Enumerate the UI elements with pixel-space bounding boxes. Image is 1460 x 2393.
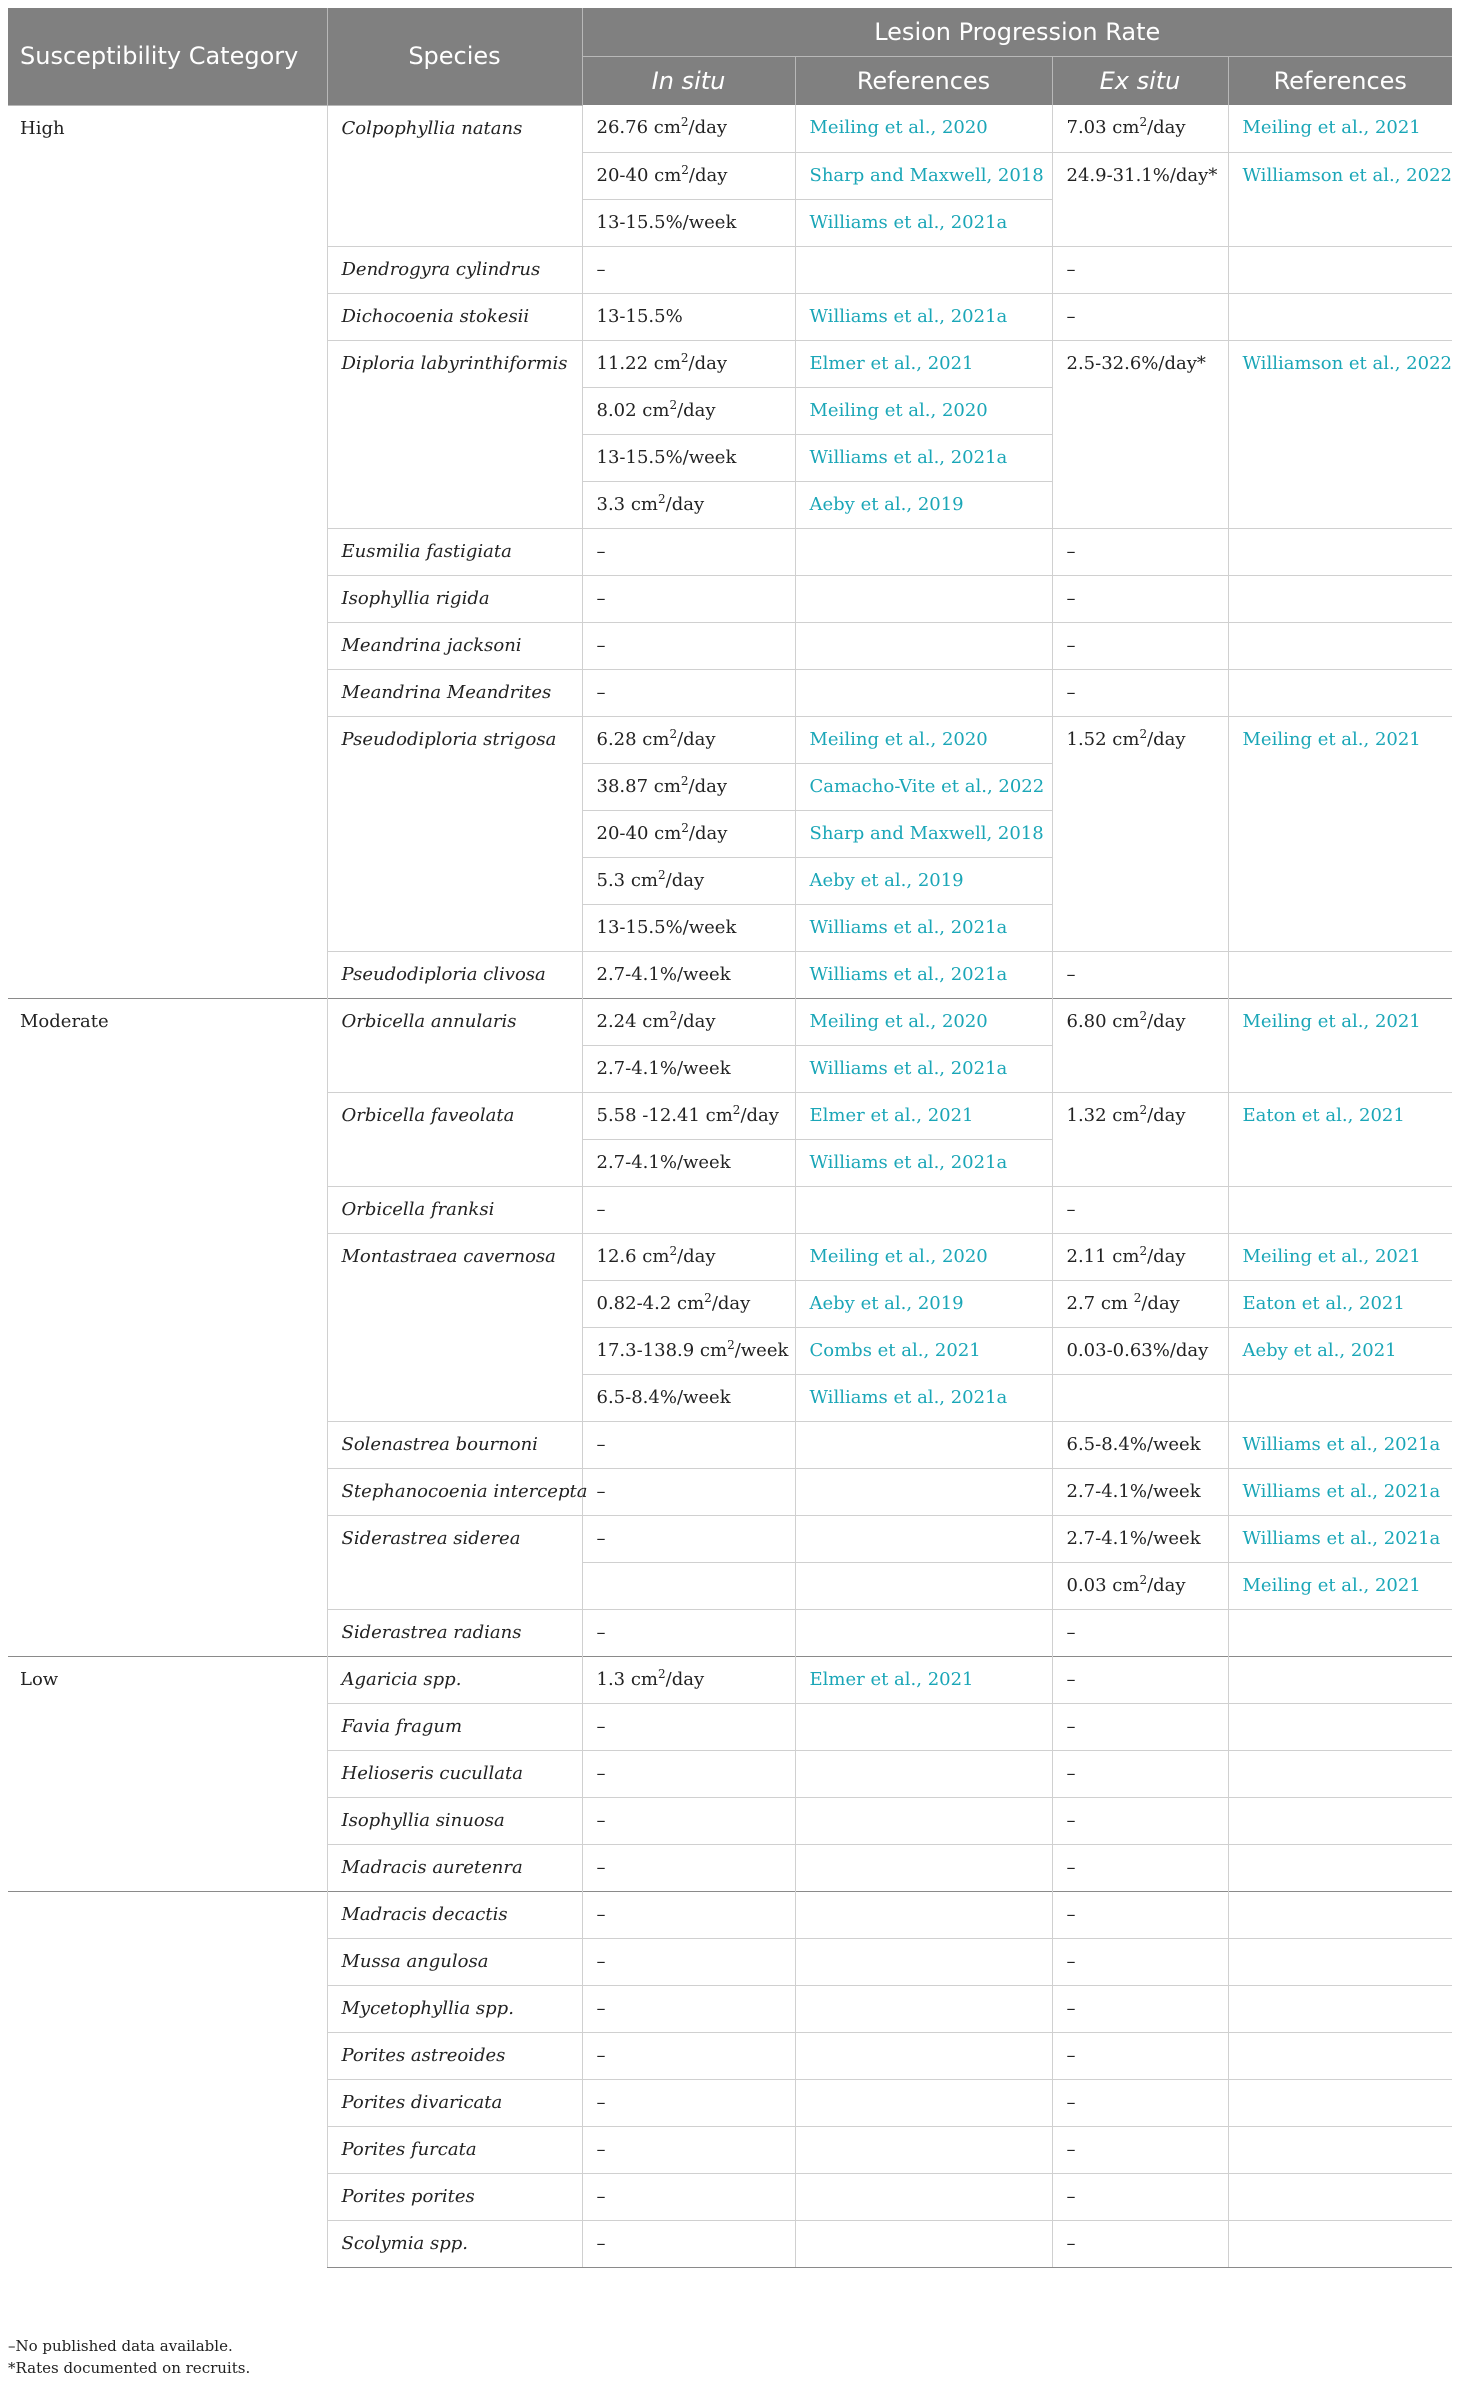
cell-in-situ-reference bbox=[795, 1844, 1052, 1891]
cell-in-situ-rate: – bbox=[582, 622, 795, 669]
cell-in-situ-reference[interactable]: Meiling et al., 2020 bbox=[795, 1233, 1052, 1280]
cell-ex-situ-reference[interactable]: Aeby et al., 2021 bbox=[1228, 1327, 1452, 1374]
cell-ex-situ-rate: 1.32 $cm^2$/day bbox=[1052, 1092, 1228, 1186]
footnote-recruits: *Rates documented on recruits. bbox=[8, 2359, 251, 2377]
cell-ex-situ-rate: – bbox=[1052, 1891, 1228, 1938]
cell-in-situ-rate: 2.7-4.1%/week bbox=[582, 1139, 795, 1186]
cell-ex-situ-rate: – bbox=[1052, 1703, 1228, 1750]
cell-in-situ-rate: – bbox=[582, 1421, 795, 1468]
cell-ex-situ-rate: 0.03 $cm^2$/day bbox=[1052, 1562, 1228, 1609]
cell-in-situ-rate: 20-40 $cm^2$/day bbox=[582, 810, 795, 857]
cell-in-situ-reference[interactable]: Williams et al., 2021a bbox=[795, 904, 1052, 951]
cell-ex-situ-rate: – bbox=[1052, 528, 1228, 575]
cell-in-situ-reference[interactable]: Meiling et al., 2020 bbox=[795, 105, 1052, 152]
cell-in-situ-reference[interactable]: Meiling et al., 2020 bbox=[795, 387, 1052, 434]
cell-ex-situ-reference bbox=[1228, 951, 1452, 998]
lesion-progression-table bbox=[8, 8, 1452, 2268]
cell-ex-situ-rate: – bbox=[1052, 669, 1228, 716]
cell-ex-situ-reference bbox=[1228, 1186, 1452, 1233]
cell-species: Mycetophyllia spp. bbox=[327, 1985, 582, 2032]
cell-species: Siderastrea radians bbox=[327, 1609, 582, 1656]
cell-ex-situ-reference bbox=[1228, 1703, 1452, 1750]
cell-in-situ-reference bbox=[795, 1609, 1052, 1656]
cell-species: Solenastrea bournoni bbox=[327, 1421, 582, 1468]
cell-in-situ-reference[interactable]: Elmer et al., 2021 bbox=[795, 1092, 1052, 1139]
cell-in-situ-rate: – bbox=[582, 1985, 795, 2032]
cell-in-situ-reference[interactable]: Williams et al., 2021a bbox=[795, 293, 1052, 340]
cell-in-situ-rate: – bbox=[582, 1891, 795, 1938]
cell-ex-situ-reference bbox=[1228, 2173, 1452, 2220]
cell-ex-situ-reference bbox=[1228, 575, 1452, 622]
cell-in-situ-rate: – bbox=[582, 2032, 795, 2079]
cell-in-situ-reference[interactable]: Elmer et al., 2021 bbox=[795, 1656, 1052, 1703]
cell-ex-situ-rate: – bbox=[1052, 2126, 1228, 2173]
cell-in-situ-rate: – bbox=[582, 2126, 795, 2173]
cell-in-situ-rate: 6.28 $cm^2$/day bbox=[582, 716, 795, 763]
cell-in-situ-reference[interactable]: Williams et al., 2021a bbox=[795, 1374, 1052, 1421]
table-header bbox=[8, 8, 1452, 105]
cell-in-situ-rate: 5.3 $cm^2$/day bbox=[582, 857, 795, 904]
cell-in-situ-rate: 0.82-4.2 $cm^2$/day bbox=[582, 1280, 795, 1327]
cell-in-situ-rate: – bbox=[582, 2173, 795, 2220]
cell-ex-situ-reference bbox=[1228, 1938, 1452, 1985]
cell-ex-situ-rate: – bbox=[1052, 1656, 1228, 1703]
cell-in-situ-reference[interactable]: Sharp and Maxwell, 2018 bbox=[795, 152, 1052, 199]
cell-species: Orbicella faveolata bbox=[327, 1092, 582, 1186]
cell-ex-situ-rate: 2.5-32.6%/day* bbox=[1052, 340, 1228, 528]
header-ex-situ: Ex situ bbox=[1052, 57, 1228, 106]
cell-in-situ-reference[interactable]: Aeby et al., 2019 bbox=[795, 857, 1052, 904]
cell-in-situ-reference[interactable]: Williams et al., 2021a bbox=[795, 434, 1052, 481]
cell-ex-situ-rate: 1.52 $cm^2$/day bbox=[1052, 716, 1228, 951]
cell-ex-situ-reference bbox=[1228, 2126, 1452, 2173]
cell-ex-situ-reference[interactable]: Williams et al., 2021a bbox=[1228, 1515, 1452, 1562]
cell-in-situ-reference bbox=[795, 1938, 1052, 1985]
cell-in-situ-rate: – bbox=[582, 1844, 795, 1891]
cell-in-situ-rate: – bbox=[582, 1750, 795, 1797]
cell-in-situ-rate: 2.7-4.1%/week bbox=[582, 1045, 795, 1092]
cell-ex-situ-rate: 24.9-31.1%/day* bbox=[1052, 152, 1228, 246]
cell-in-situ-rate: 13-15.5%/week bbox=[582, 904, 795, 951]
cell-ex-situ-rate: – bbox=[1052, 2032, 1228, 2079]
cell-ex-situ-rate: 2.7-4.1%/week bbox=[1052, 1515, 1228, 1562]
cell-in-situ-reference bbox=[795, 1421, 1052, 1468]
header-lesion-progression-rate: Lesion Progression Rate bbox=[582, 8, 1452, 57]
cell-species: Pseudodiploria strigosa bbox=[327, 716, 582, 951]
cell-species: Diploria labyrinthiformis bbox=[327, 340, 582, 528]
cell-in-situ-rate: 2.7-4.1%/week bbox=[582, 951, 795, 998]
cell-ex-situ-rate: – bbox=[1052, 2220, 1228, 2267]
cell-ex-situ-reference bbox=[1228, 1374, 1452, 1421]
cell-in-situ-reference[interactable]: Meiling et al., 2020 bbox=[795, 998, 1052, 1045]
cell-species: Montastraea cavernosa bbox=[327, 1233, 582, 1421]
cell-ex-situ-reference bbox=[1228, 1609, 1452, 1656]
cell-in-situ-reference bbox=[795, 1468, 1052, 1515]
cell-ex-situ-rate: – bbox=[1052, 2079, 1228, 2126]
cell-ex-situ-rate: 6.80 $cm^2$/day bbox=[1052, 998, 1228, 1092]
cell-in-situ-reference bbox=[795, 1703, 1052, 1750]
cell-species: Scolymia spp. bbox=[327, 2220, 582, 2267]
cell-in-situ-rate: 17.3-138.9 $cm^2$/week bbox=[582, 1327, 795, 1374]
cell-ex-situ-reference[interactable]: Meiling et al., 2021 bbox=[1228, 716, 1452, 951]
cell-in-situ-rate: – bbox=[582, 669, 795, 716]
cell-species: Porites porites bbox=[327, 2173, 582, 2220]
cell-species: Mussa angulosa bbox=[327, 1938, 582, 1985]
cell-ex-situ-rate: – bbox=[1052, 1186, 1228, 1233]
cell-species: Eusmilia fastigiata bbox=[327, 528, 582, 575]
cell-ex-situ-reference bbox=[1228, 669, 1452, 716]
cell-species: Porites divaricata bbox=[327, 2079, 582, 2126]
cell-in-situ-rate: – bbox=[582, 1186, 795, 1233]
cell-in-situ-rate: – bbox=[582, 1515, 795, 1562]
cell-in-situ-reference bbox=[795, 2173, 1052, 2220]
cell-in-situ-rate bbox=[582, 1562, 795, 1609]
cell-in-situ-reference bbox=[795, 1891, 1052, 1938]
header-references-ex-situ: References bbox=[1228, 57, 1452, 106]
cell-in-situ-rate: 1.3 $cm^2$/day bbox=[582, 1656, 795, 1703]
cell-in-situ-rate: – bbox=[582, 1468, 795, 1515]
cell-in-situ-reference bbox=[795, 2220, 1052, 2267]
cell-in-situ-rate: 8.02 $cm^2$/day bbox=[582, 387, 795, 434]
cell-ex-situ-reference bbox=[1228, 1844, 1452, 1891]
cell-ex-situ-reference bbox=[1228, 1985, 1452, 2032]
cell-in-situ-reference[interactable]: Sharp and Maxwell, 2018 bbox=[795, 810, 1052, 857]
cell-in-situ-reference[interactable]: Aeby et al., 2019 bbox=[795, 1280, 1052, 1327]
cell-in-situ-rate: 13-15.5%/week bbox=[582, 434, 795, 481]
cell-ex-situ-rate: 7.03 $cm^2$/day bbox=[1052, 105, 1228, 152]
cell-in-situ-rate: – bbox=[582, 1797, 795, 1844]
cell-susceptibility-category bbox=[8, 1891, 327, 2267]
cell-ex-situ-rate: – bbox=[1052, 1844, 1228, 1891]
cell-in-situ-reference[interactable]: Combs et al., 2021 bbox=[795, 1327, 1052, 1374]
table-row bbox=[8, 1656, 1452, 1703]
cell-species: Agaricia spp. bbox=[327, 1656, 582, 1703]
cell-in-situ-reference[interactable]: Camacho-Vite et al., 2022 bbox=[795, 763, 1052, 810]
cell-in-situ-reference bbox=[795, 2126, 1052, 2173]
cell-in-situ-reference[interactable]: Williams et al., 2021a bbox=[795, 1045, 1052, 1092]
cell-ex-situ-reference[interactable]: Meiling et al., 2021 bbox=[1228, 1562, 1452, 1609]
header-susceptibility-category: Susceptibility Category bbox=[8, 8, 327, 105]
cell-in-situ-rate: – bbox=[582, 1938, 795, 1985]
cell-in-situ-reference[interactable]: Williams et al., 2021a bbox=[795, 199, 1052, 246]
cell-species: Meandrina Meandrites bbox=[327, 669, 582, 716]
cell-species: Pseudodiploria clivosa bbox=[327, 951, 582, 998]
cell-ex-situ-rate: – bbox=[1052, 1750, 1228, 1797]
cell-ex-situ-reference[interactable]: Williams et al., 2021a bbox=[1228, 1421, 1452, 1468]
cell-in-situ-reference bbox=[795, 669, 1052, 716]
cell-in-situ-rate: – bbox=[582, 2079, 795, 2126]
cell-ex-situ-reference[interactable]: Williamson et al., 2022 bbox=[1228, 340, 1452, 528]
cell-ex-situ-rate: – bbox=[1052, 575, 1228, 622]
cell-in-situ-reference[interactable]: Meiling et al., 2020 bbox=[795, 716, 1052, 763]
cell-in-situ-reference bbox=[795, 246, 1052, 293]
cell-ex-situ-reference[interactable]: Meiling et al., 2021 bbox=[1228, 1233, 1452, 1280]
cell-in-situ-rate: – bbox=[582, 246, 795, 293]
cell-ex-situ-rate: – bbox=[1052, 1985, 1228, 2032]
cell-in-situ-reference bbox=[795, 1750, 1052, 1797]
cell-in-situ-rate: 20-40 $cm^2$/day bbox=[582, 152, 795, 199]
cell-ex-situ-reference bbox=[1228, 1750, 1452, 1797]
cell-species: Helioseris cucullata bbox=[327, 1750, 582, 1797]
cell-in-situ-rate: 12.6 $cm^2$/day bbox=[582, 1233, 795, 1280]
cell-in-situ-reference bbox=[795, 1515, 1052, 1562]
cell-ex-situ-rate bbox=[1052, 1374, 1228, 1421]
cell-species: Orbicella franksi bbox=[327, 1186, 582, 1233]
cell-ex-situ-reference bbox=[1228, 246, 1452, 293]
cell-ex-situ-reference[interactable]: Williamson et al., 2022 bbox=[1228, 152, 1452, 246]
cell-species: Favia fragum bbox=[327, 1703, 582, 1750]
table-row bbox=[8, 998, 1452, 1045]
table-container bbox=[8, 8, 1452, 2268]
cell-susceptibility-category: Moderate bbox=[8, 998, 327, 1656]
cell-ex-situ-rate: – bbox=[1052, 951, 1228, 998]
cell-ex-situ-rate: 6.5-8.4%/week bbox=[1052, 1421, 1228, 1468]
cell-species: Isophyllia rigida bbox=[327, 575, 582, 622]
cell-ex-situ-rate: 2.7 cm $^2$/day bbox=[1052, 1280, 1228, 1327]
cell-in-situ-reference bbox=[795, 2079, 1052, 2126]
header-in-situ: In situ bbox=[582, 57, 795, 106]
cell-in-situ-rate: 38.87 $cm^2$/day bbox=[582, 763, 795, 810]
table-body bbox=[8, 105, 1452, 2267]
header-species: Species bbox=[327, 8, 582, 105]
cell-in-situ-rate: 11.22 $cm^2$/day bbox=[582, 340, 795, 387]
cell-species: Dichocoenia stokesii bbox=[327, 293, 582, 340]
cell-in-situ-rate: – bbox=[582, 528, 795, 575]
cell-ex-situ-reference bbox=[1228, 528, 1452, 575]
cell-ex-situ-rate: – bbox=[1052, 1609, 1228, 1656]
cell-in-situ-reference bbox=[795, 2032, 1052, 2079]
cell-species: Isophyllia sinuosa bbox=[327, 1797, 582, 1844]
cell-ex-situ-reference[interactable]: Eaton et al., 2021 bbox=[1228, 1280, 1452, 1327]
cell-in-situ-rate: 3.3 $cm^2$/day bbox=[582, 481, 795, 528]
table-row bbox=[8, 1891, 1452, 1938]
cell-in-situ-rate: – bbox=[582, 2220, 795, 2267]
cell-species: Meandrina jacksoni bbox=[327, 622, 582, 669]
cell-ex-situ-reference bbox=[1228, 1891, 1452, 1938]
cell-in-situ-rate: 26.76 $cm^2$/day bbox=[582, 105, 795, 152]
cell-in-situ-reference bbox=[795, 622, 1052, 669]
cell-species: Orbicella annularis bbox=[327, 998, 582, 1092]
cell-in-situ-rate: 5.58 -12.41 $cm^2$/day bbox=[582, 1092, 795, 1139]
cell-ex-situ-reference bbox=[1228, 293, 1452, 340]
cell-in-situ-rate: 13-15.5% bbox=[582, 293, 795, 340]
cell-in-situ-rate: – bbox=[582, 1703, 795, 1750]
cell-in-situ-rate: – bbox=[582, 575, 795, 622]
cell-ex-situ-rate: 2.7-4.1%/week bbox=[1052, 1468, 1228, 1515]
header-references-in-situ: References bbox=[795, 57, 1052, 106]
cell-species: Colpophyllia natans bbox=[327, 105, 582, 246]
cell-in-situ-reference[interactable]: Elmer et al., 2021 bbox=[795, 340, 1052, 387]
cell-species: Stephanocoenia intercepta bbox=[327, 1468, 582, 1515]
cell-in-situ-rate: – bbox=[582, 1609, 795, 1656]
cell-in-situ-reference bbox=[795, 1186, 1052, 1233]
cell-ex-situ-reference bbox=[1228, 1797, 1452, 1844]
cell-species: Madracis auretenra bbox=[327, 1844, 582, 1891]
cell-in-situ-rate: 6.5-8.4%/week bbox=[582, 1374, 795, 1421]
cell-in-situ-reference bbox=[795, 575, 1052, 622]
cell-ex-situ-reference[interactable]: Meiling et al., 2021 bbox=[1228, 998, 1452, 1092]
cell-ex-situ-reference[interactable]: Williams et al., 2021a bbox=[1228, 1468, 1452, 1515]
cell-in-situ-rate: 13-15.5%/week bbox=[582, 199, 795, 246]
cell-ex-situ-reference[interactable]: Eaton et al., 2021 bbox=[1228, 1092, 1452, 1186]
cell-species: Siderastrea siderea bbox=[327, 1515, 582, 1609]
cell-in-situ-rate: 2.24 $cm^2$/day bbox=[582, 998, 795, 1045]
cell-ex-situ-reference bbox=[1228, 622, 1452, 669]
cell-species: Porites astreoides bbox=[327, 2032, 582, 2079]
cell-ex-situ-rate: – bbox=[1052, 293, 1228, 340]
cell-ex-situ-reference bbox=[1228, 2079, 1452, 2126]
cell-in-situ-reference[interactable]: Williams et al., 2021a bbox=[795, 951, 1052, 998]
cell-ex-situ-reference[interactable]: Meiling et al., 2021 bbox=[1228, 105, 1452, 152]
cell-susceptibility-category: Low bbox=[8, 1656, 327, 1891]
cell-ex-situ-rate: – bbox=[1052, 2173, 1228, 2220]
cell-in-situ-reference bbox=[795, 1562, 1052, 1609]
cell-species: Madracis decactis bbox=[327, 1891, 582, 1938]
cell-in-situ-reference bbox=[795, 1985, 1052, 2032]
footnote-no-data: –No published data available. bbox=[8, 2337, 233, 2355]
cell-susceptibility-category: High bbox=[20, 117, 65, 139]
cell-in-situ-reference bbox=[795, 1797, 1052, 1844]
table-row bbox=[8, 105, 1452, 152]
cell-ex-situ-rate: – bbox=[1052, 1797, 1228, 1844]
table-footnotes bbox=[8, 2335, 250, 2379]
cell-ex-situ-rate: 2.11 $cm^2$/day bbox=[1052, 1233, 1228, 1280]
cell-ex-situ-rate: 0.03-0.63%/day bbox=[1052, 1327, 1228, 1374]
cell-ex-situ-rate: – bbox=[1052, 246, 1228, 293]
cell-species: Dendrogyra cylindrus bbox=[327, 246, 582, 293]
cell-ex-situ-rate: – bbox=[1052, 622, 1228, 669]
cell-in-situ-reference[interactable]: Aeby et al., 2019 bbox=[795, 481, 1052, 528]
cell-ex-situ-reference bbox=[1228, 2032, 1452, 2079]
cell-species: Porites furcata bbox=[327, 2126, 582, 2173]
cell-in-situ-reference bbox=[795, 528, 1052, 575]
cell-in-situ-reference[interactable]: Williams et al., 2021a bbox=[795, 1139, 1052, 1186]
cell-ex-situ-rate: – bbox=[1052, 1938, 1228, 1985]
cell-ex-situ-reference bbox=[1228, 1656, 1452, 1703]
cell-ex-situ-reference bbox=[1228, 2220, 1452, 2267]
